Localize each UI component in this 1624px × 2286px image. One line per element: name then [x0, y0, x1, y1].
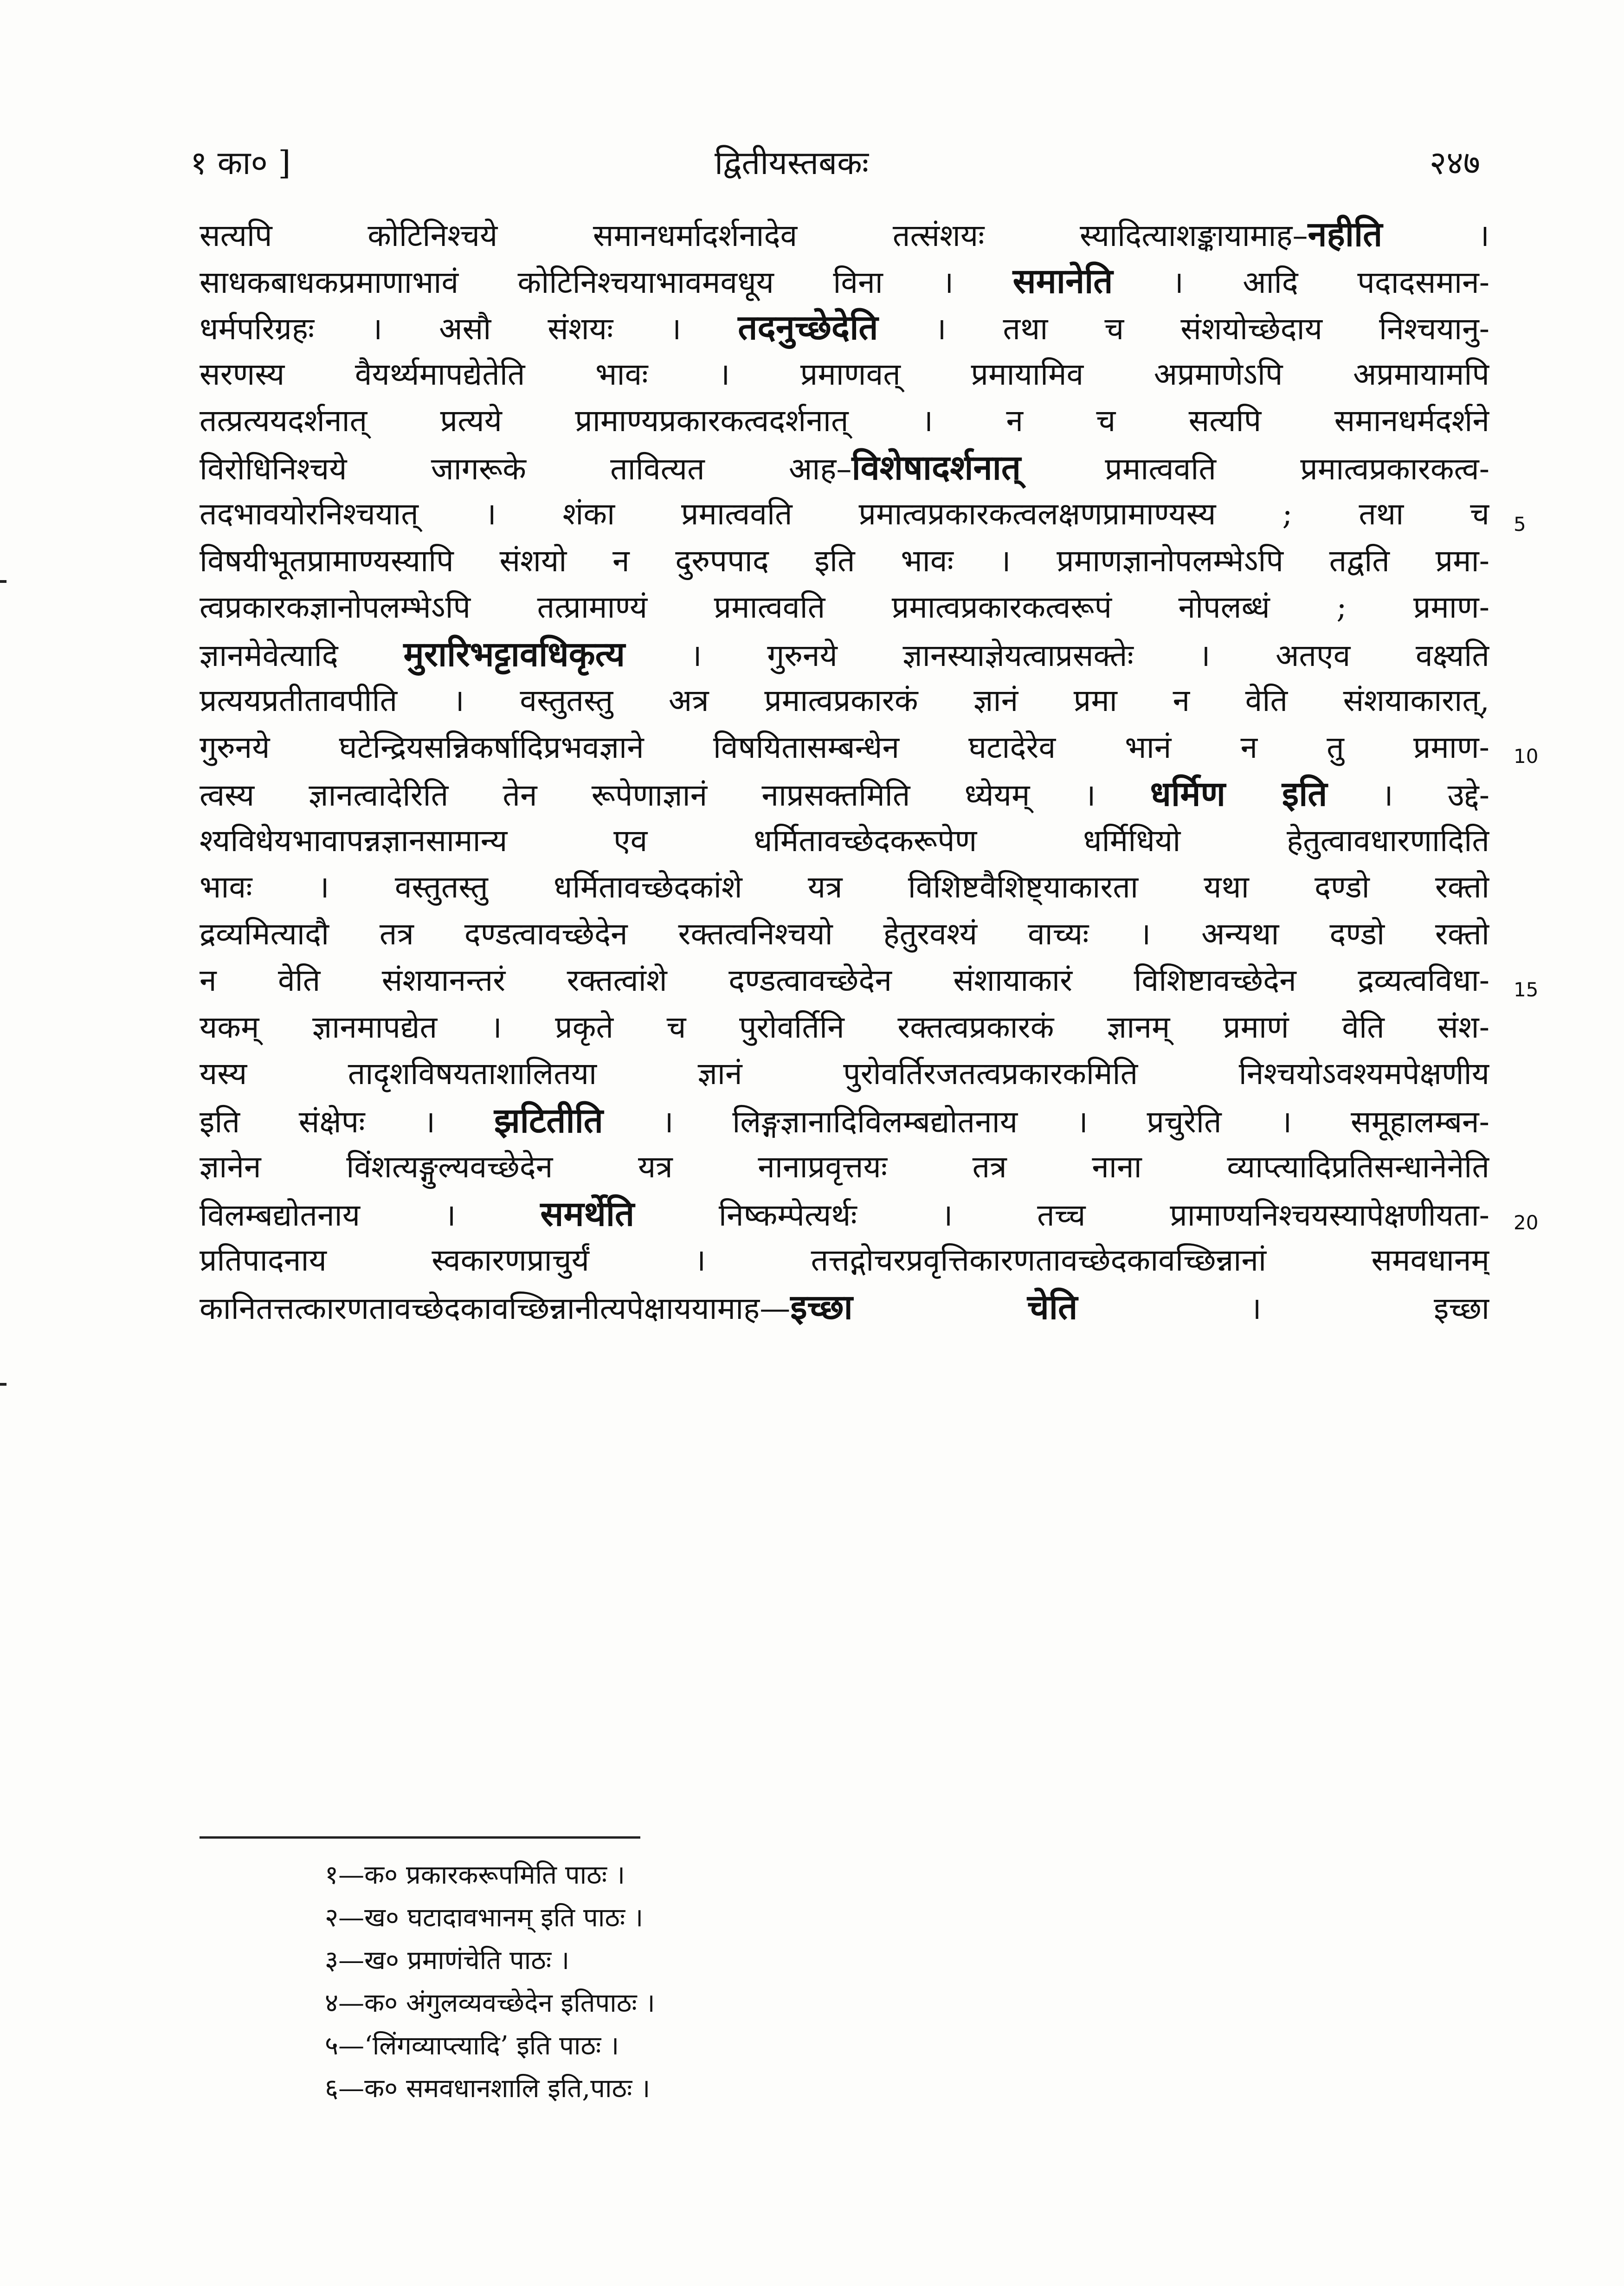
lemma-heading: धर्मिण इति [1150, 774, 1328, 814]
text-line [200, 1098, 1489, 1144]
text-segment: तदभावयोरनिश्चयात् । शंका प्रमात्ववति प्रमात्वप्रकारकत्वलक्षणप्रामाण्यस्य ; तथा च [200, 496, 1489, 532]
text-line [200, 258, 1489, 305]
text-segment: सरणस्य वैयर्थ्यमापद्येतेति भावः । प्रमाणवत् प्रमायामिव अप्रमाणेऽपि अप्रमायामपि [200, 356, 1489, 392]
scan-mark [0, 580, 6, 583]
text-segment: तत्प्रत्ययदर्शनात् प्रत्यये प्रामाण्यप्रकारकत्वदर्शनात् । न च सत्यपि समानधर्मदर्शने [200, 403, 1489, 439]
line-number: 20 [1514, 1211, 1539, 1234]
lemma-heading: झटितीति [494, 1100, 603, 1141]
text-line [200, 445, 1489, 491]
footnote: ३—ख० प्रमाणंचेति पाठः । [325, 1945, 570, 1976]
text-line [200, 864, 1489, 911]
text-segment: सत्यपि कोटिनिश्चये समानधर्मादर्शनादेव तत्संशयः स्यादित्याशङ्कायामाह– [200, 218, 1308, 253]
lemma-heading: नहीति [1308, 214, 1383, 254]
text-line [200, 678, 1489, 724]
lemma-heading: तदनुच्छेदेति [738, 308, 878, 348]
footnote: २—ख० घटादावभानम् इति पाठः । [325, 1903, 644, 1933]
text-line [200, 957, 1489, 1004]
text-line [200, 911, 1489, 958]
text-segment: निष्कम्पेत्यर्थः । तच्च प्रामाण्यनिश्चयस्यापेक्षणीयता- [634, 1197, 1489, 1233]
text-line [200, 538, 1489, 585]
footnote: १—क० प्रकारकरूपमिति पाठः । [325, 1860, 625, 1890]
text-segment: प्रमात्ववति प्रमात्वप्रकारकत्व- [1021, 451, 1489, 487]
text-segment: द्रव्यमित्यादौ तत्र दण्डत्वावच्छेदेन रक्तत्वनिश्चयो हेतुरवश्यं वाच्यः । अन्यथा दण्डो रक्तो [200, 916, 1489, 952]
text-segment: । उद्दे- [1327, 777, 1489, 813]
text-line [200, 1284, 1489, 1331]
text-line [200, 398, 1489, 445]
footnote: ६—क० समवधानशालि इति,पाठः । [325, 2073, 651, 2104]
text-segment: त्वस्य ज्ञानत्वादेरिति तेन रूपेणाज्ञानं नाप्रसक्तमिति ध्येयम् । [200, 777, 1150, 813]
text-line [200, 584, 1489, 631]
main-text [200, 211, 1489, 1330]
text-segment: त्वप्रकारकज्ञानोपलम्भेऽपि तत्प्रामाण्यं प्रमात्ववति प्रमात्वप्रकारकत्वरूपं नोपलब्धं ; प्रमाण- [200, 589, 1489, 625]
text-line [200, 724, 1489, 771]
text-segment: न वेति संशयानन्तरं रक्तत्वांशे दण्डत्वावच्छेदेन संशायाकारं विशिष्टावच्छेदेन द्रव्यत्वविधा- [200, 962, 1489, 998]
text-line [200, 304, 1489, 351]
header-page-number: २४७ [1429, 144, 1480, 182]
footnote: ५—‘लिंगव्याप्त्यादि’ इति पाठः । [325, 2031, 619, 2061]
text-segment: इति संक्षेपः । [200, 1104, 494, 1140]
text-segment: ज्ञानमेवेत्यादि [200, 637, 404, 673]
footnote: ४—क० अंगुलव्यवच्छेदेन इतिपाठः । [325, 1988, 655, 2018]
page-header [190, 139, 1480, 195]
text-segment: ज्ञानेन विंशत्यङ्गुल्यवच्छेदेन यत्र नानाप्रवृत्तयः तत्र नाना व्याप्त्यादिप्रतिसन्धानेनेति [200, 1149, 1489, 1185]
text-line [200, 1144, 1489, 1191]
text-segment: । तथा च संशयोच्छेदाय निश्चयानु- [878, 311, 1489, 347]
text-segment: गुरुनये घटेन्द्रियसन्निकर्षादिप्रभवज्ञाने विषयितासम्बन्धेन घटादेरेव भानं न तु प्रमाण- [200, 729, 1489, 765]
text-segment: विलम्बद्योतनाय । [200, 1197, 541, 1233]
text-segment: । [1382, 218, 1489, 253]
header-chapter-title: द्वितीयस्तबकः [715, 144, 869, 182]
text-line [200, 771, 1489, 818]
scan-mark [0, 1383, 6, 1386]
line-number: 5 [1514, 513, 1526, 536]
text-segment: यस्य तादृशविषयताशालितया ज्ञानं पुरोवर्तिरजतत्वप्रकारकमिति निश्चयोऽवश्यमपेक्षणीय [200, 1056, 1489, 1091]
lemma-heading: समर्थेति [540, 1194, 635, 1234]
text-line [200, 1051, 1489, 1098]
text-segment: भावः । वस्तुतस्तु धर्मितावच्छेदकांशे यत्र विशिष्टवैशिष्ट्याकारता यथा दण्डो रक्तो [200, 869, 1489, 905]
text-line [200, 211, 1489, 258]
text-segment: विरोधिनिश्चये जागरूके तावित्यत आह– [200, 451, 852, 487]
text-segment: । इच्छा [1077, 1290, 1489, 1326]
text-segment: । आदि पदादसमान- [1113, 264, 1489, 300]
text-segment: धर्मपरिग्रहः । असौ संशयः । [200, 311, 738, 347]
text-line [200, 351, 1489, 398]
line-number: 10 [1514, 745, 1539, 768]
line-number: 15 [1514, 978, 1539, 1001]
lemma-heading: समानेति [1012, 261, 1113, 301]
text-segment: । लिङ्गज्ञानादिविलम्बद्योतनाय । प्रचुरेति । समूहालम्बन- [603, 1104, 1489, 1140]
text-segment: प्रत्ययप्रतीतावपीति । वस्तुतस्तु अत्र प्रमात्वप्रकारकं ज्ञानं प्रमा न वेति संशयाकारात्, [200, 683, 1489, 718]
text-segment: प्रतिपादनाय स्वकारणप्राचुर्यं । तत्तद्गोचरप्रवृत्तिकारणतावच्छेदकावच्छिन्नानां समवधानम् [200, 1242, 1489, 1278]
text-line [200, 491, 1489, 538]
header-section-label: १ का० ] [190, 144, 291, 182]
text-line [200, 1004, 1489, 1051]
lemma-heading: इच्छा चेति [790, 1287, 1078, 1327]
text-line [200, 818, 1489, 865]
footnotes [325, 1854, 1067, 2110]
text-segment: साधकबाधकप्रमाणाभावं कोटिनिश्चयाभावमवधूय विना । [200, 264, 1013, 300]
text-segment: विषयीभूतप्रामाण्यस्यापि संशयो न दुरुपपाद इति भावः । प्रमाणज्ञानोपलम्भेऽपि तद्वति प्रमा- [200, 542, 1489, 579]
text-line [200, 1237, 1489, 1284]
text-line [200, 1191, 1489, 1238]
text-segment: यकम् ज्ञानमापद्येत । प्रकृते च पुरोवर्तिनि रक्तत्वप्रकारकं ज्ञानम् प्रमाणं वेति संश- [200, 1009, 1489, 1045]
lemma-heading: मुरारिभट्टावधिकृत्य [403, 634, 625, 674]
text-segment: श्यविधेयभावापन्नज्ञानसामान्य एव धर्मितावच्छेदकरूपेण धर्मिधियो हेतुत्वावधारणादिति [200, 822, 1489, 859]
text-line [200, 631, 1489, 678]
lemma-heading: विशेषादर्शनात् [851, 447, 1021, 488]
text-segment: । गुरुनये ज्ञानस्याज्ञेयत्वाप्रसक्तेः । अतएव वक्ष्यति [625, 637, 1489, 673]
footnote-rule [200, 1836, 640, 1839]
text-segment: कानितत्तत्कारणतावच्छेदकावच्छिन्नानीत्यपेक्षाययामाह— [200, 1290, 791, 1326]
